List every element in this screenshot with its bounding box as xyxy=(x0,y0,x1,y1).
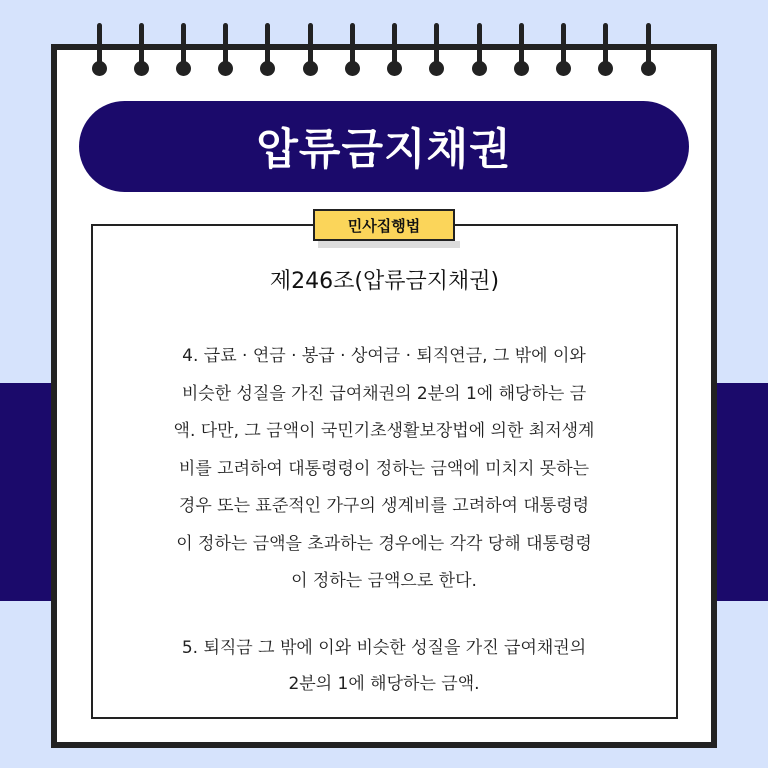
binder-ring-icon xyxy=(91,23,109,79)
clause-4-line: 비슷한 성질을 가진 급여채권의 2분의 1에 해당하는 금 xyxy=(181,383,587,404)
binder-ring-icon xyxy=(513,23,531,79)
clause-5-line: 5. 퇴직금 그 밖에 이와 비슷한 성질을 가진 급여채권의 xyxy=(181,638,587,658)
clause-4-line: 경우 또는 표준적인 가구의 생계비를 고려하여 대통령령 xyxy=(178,496,590,516)
binder-ring-icon xyxy=(386,23,404,79)
law-name-tag: 민사집행법 xyxy=(313,209,455,241)
title-banner xyxy=(79,101,689,192)
binder-ring-icon xyxy=(217,23,235,79)
law-tag-shadow xyxy=(318,241,460,248)
binder-ring-icon xyxy=(471,23,489,79)
binder-ring-icon xyxy=(133,23,151,79)
clause-4-line: 4. 급료 · 연금 · 봉급 · 상여금 · 퇴직연금, 그 밖에 이와 xyxy=(182,346,586,366)
clause-4-paragraph xyxy=(0,338,768,601)
binder-ring-icon xyxy=(175,23,193,79)
binder-ring-icon xyxy=(640,23,658,79)
binder-ring-icon xyxy=(555,23,573,79)
clause-4-line: 이 정하는 금액으로 한다. xyxy=(291,571,477,591)
binder-ring-icon xyxy=(428,23,446,79)
clause-4-line: 액. 다만, 그 금액이 국민기초생활보장법에 의한 최저생계 xyxy=(173,421,595,441)
page-title: 압류금지채권 xyxy=(256,125,512,175)
binder-ring-icon xyxy=(597,23,615,79)
clause-4-line: 이 정하는 금액을 초과하는 경우에는 각각 당해 대통령령 xyxy=(176,533,592,554)
article-heading: 제246조(압류금지채권) xyxy=(269,269,500,294)
clause-5-paragraph xyxy=(0,630,768,702)
binder-ring-icon xyxy=(259,23,277,79)
clause-5-line: 2분의 1에 해당하는 금액. xyxy=(288,674,480,694)
clause-4-line: 비를 고려하여 대통령령이 정하는 금액에 미치지 못하는 xyxy=(178,458,590,479)
binder-ring-icon xyxy=(344,23,362,79)
binder-ring-icon xyxy=(302,23,320,79)
